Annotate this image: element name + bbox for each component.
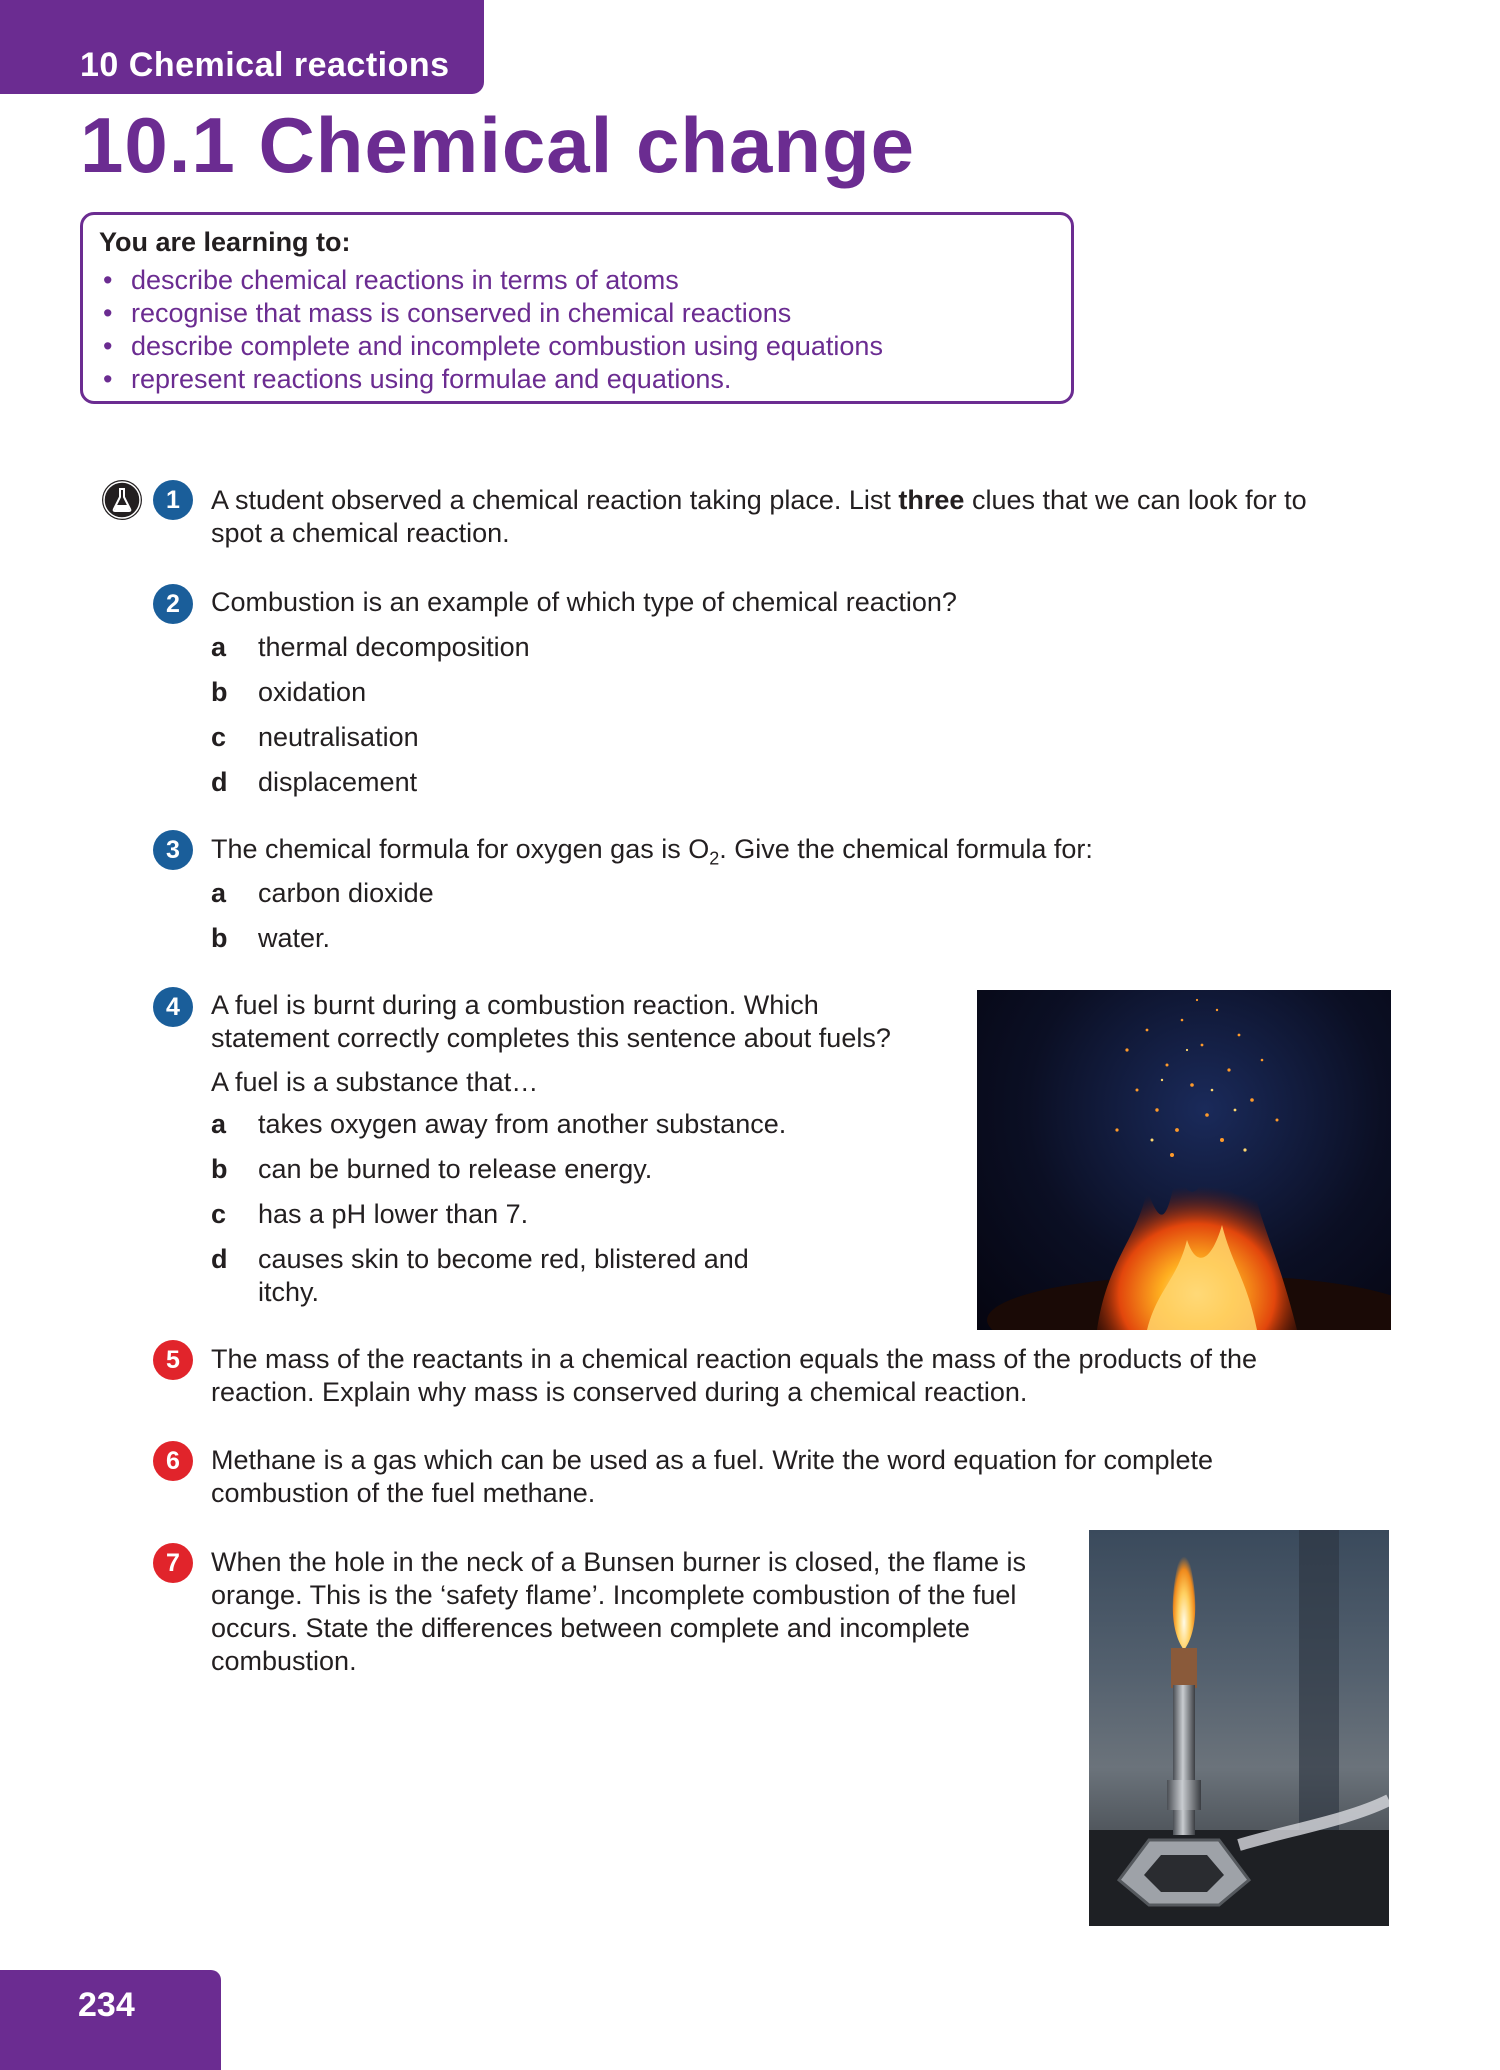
option-letter: c [211,1199,227,1229]
option-text: oxidation [258,677,367,707]
page-number: 234 [78,1986,135,2024]
option-text: displacement [258,767,418,797]
option-letter: b [211,1154,228,1184]
question-number-1: 1 [153,480,193,520]
question-1-text [211,484,1361,550]
option-text: causes skin to become red, blistered and itchy. [258,1244,749,1307]
question-1-text-end: clues that we can look for to spot a chemical reaction. [211,485,1307,548]
option-text: takes oxygen away from another substance. [258,1109,787,1139]
question-number-3: 3 [153,830,193,870]
option-text: carbon dioxide [258,878,434,908]
question-2-text: Combustion is an example of which type of chemical reaction? [211,587,957,617]
fire-illustration [977,990,1391,1330]
objective-item: • recognise that mass is conserved in chemical reactions [99,297,1055,330]
bunsen-burner-illustration [1089,1530,1389,1926]
option-letter: d [211,1244,228,1274]
page-title: 10.1 Chemical change [80,101,916,189]
question-4-text: A fuel is burnt during a combustion reaction. Which statement correctly completes this sentence about fuels? [211,990,891,1053]
option-letter: b [211,677,228,707]
question-7-text: When the hole in the neck of a Bunsen burner is closed, the flame is orange. This is the ‘safety flame’. Incomplete combustion of the fuel occurs. State the differences between complete and incomplete combustion. [211,1547,1026,1676]
option-letter: a [211,1109,227,1139]
question-1-emphasis: three [898,485,965,515]
lab-flask-icon [102,480,142,520]
option-letter: a [211,878,227,908]
lab-flask-icon-graphic [102,480,142,520]
objectives-heading: You are learning to: [99,227,351,257]
question-4-stem: A fuel is a substance that… [211,1067,539,1097]
objective-item: • represent reactions using formulae and equations. [99,363,1055,396]
objective-item: • describe complete and incomplete combustion using equations [99,330,1055,363]
objective-item: • describe chemical reactions in terms of atoms [99,264,1055,297]
oxygen-subscript: 2 [709,848,720,869]
option-letter: c [211,722,227,752]
question-3-text [211,833,1361,875]
option-letter: a [211,632,227,662]
option-text: has a pH lower than 7. [258,1199,529,1229]
option-text: water. [258,923,331,953]
option-text: can be burned to release energy. [258,1154,653,1184]
option-text: neutralisation [258,722,419,752]
question-3-text-start: The chemical formula for oxygen gas is O [211,834,710,864]
question-number-2: 2 [153,584,193,624]
question-number-5: 5 [153,1340,193,1380]
bunsen-burner-photo [1089,1530,1389,1926]
chapter-title: 10 Chemical reactions [80,46,450,84]
question-number-6: 6 [153,1441,193,1481]
objectives-list [99,264,1055,396]
learning-objectives-box [80,212,1074,404]
question-1-text-start: A student observed a chemical reaction taking place. List [211,485,899,515]
question-3-text-end: . Give the chemical formula for: [719,834,1093,864]
option-letter: b [211,923,228,953]
question-number-7: 7 [153,1543,193,1583]
question-5-text: The mass of the reactants in a chemical reaction equals the mass of the products of the reaction. Explain why mass is conserved during a chemical reaction. [211,1344,1258,1407]
option-letter: d [211,767,228,797]
fire-photo [977,990,1391,1330]
question-number-4: 4 [153,987,193,1027]
option-text: thermal decomposition [258,632,530,662]
question-6-text: Methane is a gas which can be used as a fuel. Write the word equation for complete combustion of the fuel methane. [211,1445,1214,1508]
